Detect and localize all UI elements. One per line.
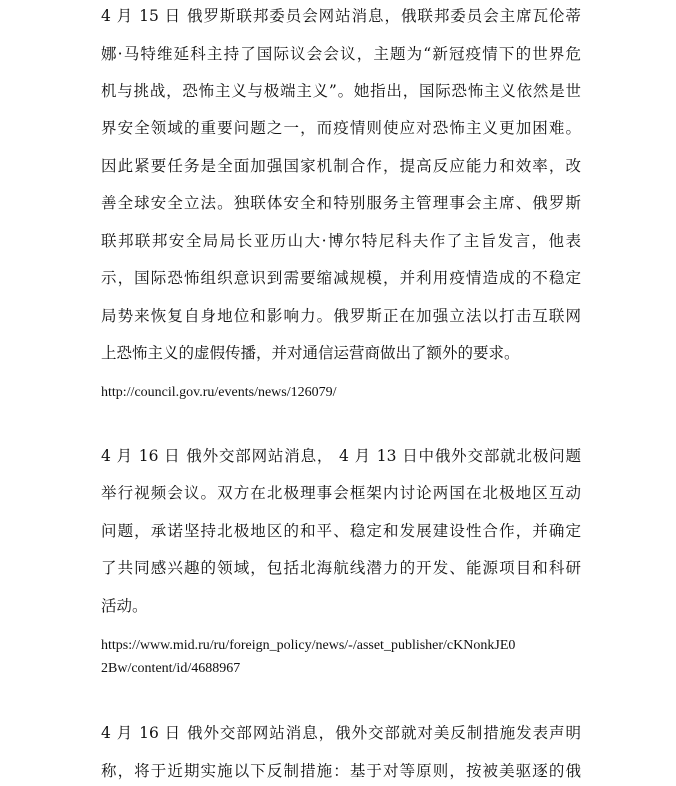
entry-2-line-2: 举行视频会议。双方在北极理事会框架内讨论两国在北极地区互动 [101, 484, 581, 502]
entry-1-line-2: 娜·马特维延科主持了国际议会会议，主题为“新冠疫情下的世界危 [101, 45, 581, 63]
entry-2-line-1: 4 月 16 日 俄外交部网站消息， 4 月 13 日中俄外交部就北极问题 [101, 447, 581, 465]
entry-1-line-1: 4 月 15 日 俄罗斯联邦委员会网站消息，俄联邦委员会主席瓦伦蒂 [101, 7, 581, 25]
entry-3-line-1: 4 月 16 日 俄外交部网站消息，俄外交部就对美反制措施发表声明 [101, 724, 581, 742]
entry-1-line-6: 善全球安全立法。独联体安全和特别服务主管理事会主席、俄罗斯 [101, 194, 581, 212]
entry-2-line-5: 活动。 [101, 597, 148, 615]
entry-1-line-4: 界安全领域的重要问题之一，而疫情则使应对恐怖主义更加困难。 [101, 119, 581, 137]
entry-2-line-3: 问题，承诺坚持北极地区的和平、稳定和发展建设性合作，并确定 [101, 522, 581, 540]
entry-2-source-link-part-1[interactable]: https://www.mid.ru/ru/foreign_policy/news/-/asset_publisher/cKNonkJE0 [101, 638, 516, 653]
entry-1-line-10: 上恐怖主义的虚假传播，并对通信运营商做出了额外的要求。 [101, 344, 520, 362]
entry-1-line-8: 示，国际恐怖组织意识到需要缩减规模，并利用疫情造成的不稳定 [101, 269, 581, 287]
entry-1-line-5: 因此紧要任务是全面加强国家机制合作，提高反应能力和效率，改 [101, 157, 581, 175]
entry-1-line-3: 机与挑战，恐怖主义与极端主义”。她指出，国际恐怖主义依然是世 [101, 82, 581, 100]
entry-3-line-2: 称，将于近期实施以下反制措施：基于对等原则，按被美驱逐的俄 [101, 762, 581, 780]
entry-1-line-9: 局势来恢复自身地位和影响力。俄罗斯正在加强立法以打击互联网 [101, 307, 581, 325]
entry-1-line-7: 联邦联邦安全局局长亚历山大·博尔特尼科夫作了主旨发言，他表 [101, 232, 581, 250]
entry-2-source-link-part-2[interactable]: 2Bw/content/id/4688967 [101, 661, 241, 676]
entry-1-source-link[interactable]: http://council.gov.ru/events/news/126079/ [101, 385, 337, 400]
entry-2-line-4: 了共同感兴趣的领域，包括北海航线潜力的开发、能源项目和科研 [101, 559, 581, 577]
